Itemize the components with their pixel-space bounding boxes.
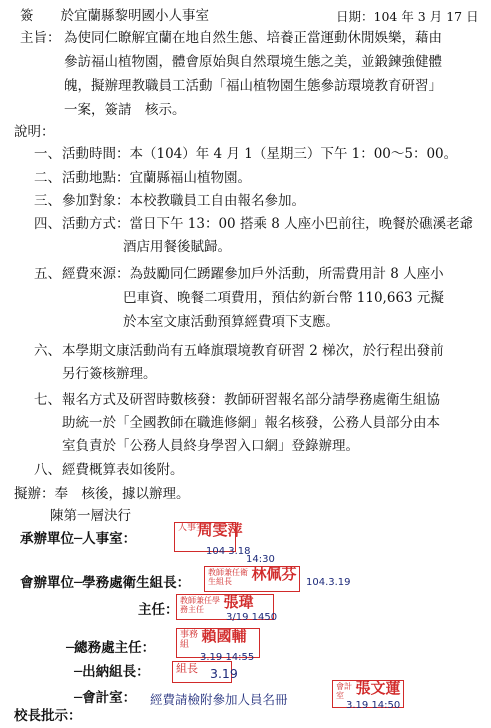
general-affairs-stamp-name: 賴國輔 — [201, 627, 247, 645]
handwritten-date: 104 3.18 — [206, 546, 251, 557]
personnel-stamp-name: 周雯萍 — [197, 521, 243, 539]
hygiene-stamp — [204, 566, 300, 592]
hygiene-stamp-title: 教師兼任衛生組長 — [208, 568, 248, 586]
item-line: 室負責於「公務人員終身學習入口網」登錄辦理。 — [62, 438, 359, 454]
handwritten-date: 104.3.19 — [306, 577, 351, 588]
handwritten-date: 3/19 1450 — [226, 612, 278, 623]
item-number: 六、 — [34, 343, 61, 359]
handwritten-date: 3.19 14:50 — [346, 700, 401, 711]
explanation-label: 說明： — [14, 124, 55, 140]
item-line: 助統一於「全國教師在職進修網」報名核發，公務人員部分由本 — [62, 415, 440, 431]
item-number: 八、 — [34, 462, 61, 478]
item-line: 於本室文康活動預算經費項下支應。 — [123, 314, 339, 330]
item-line: 經費來源：為鼓勵同仁踴躍參加戶外活動，所需費用計 8 人座小 — [62, 266, 444, 282]
accountant-stamp-name: 張文蓮 — [355, 679, 401, 697]
handwritten-date: 3.19 14:55 — [200, 652, 255, 663]
academic-stamp-title: 教師兼任學務主任 — [180, 596, 220, 614]
cashier-stamp-title: 組長 — [176, 662, 198, 675]
academic-stamp-name: 張瑋 — [223, 593, 254, 611]
handwritten-date: 3.19 — [210, 666, 238, 681]
memo-header: 簽 於宜蘭縣黎明國小人事室 — [20, 8, 209, 24]
accountant-label: ─會計室： — [74, 690, 137, 706]
accounting-note: 經費請檢附參加人員名冊 — [150, 692, 288, 707]
cashier-label: ─出納組長： — [74, 664, 150, 680]
item-line: 活動方式：當日下午 13：00 搭乘 8 人座小巴前往，晚餐於礁溪老爺 — [62, 216, 474, 232]
item-number: 五、 — [34, 266, 61, 282]
general-affairs-label: ─總務處主任： — [66, 640, 156, 656]
item-line: 活動地點：宜蘭縣福山植物園。 — [62, 170, 251, 186]
subject-line: 一案，簽請 核示。 — [64, 102, 186, 118]
item-number: 三、 — [34, 193, 61, 209]
hygiene-stamp-name: 林佩芬 — [251, 565, 297, 583]
principal-label: 校長批示： — [14, 708, 82, 724]
item-line: 另行簽核辦理。 — [62, 366, 157, 382]
item-line: 巴車資、晚餐二項費用，預估約新台幣 110,663 元擬 — [123, 290, 444, 306]
co-sponsor-label: 會辦單位─學務處衛生組長： — [20, 575, 191, 591]
decision-level: 陳第一層決行 — [50, 508, 131, 524]
item-number: 二、 — [34, 170, 61, 186]
item-line: 報名方式及研習時數核發：教師研習報名部分請學務處衛生組協 — [62, 392, 440, 408]
item-number: 七、 — [34, 392, 61, 408]
subject-line: 魄，擬辦理教職員工活動「福山植物園生態參訪環境教育研習」 — [64, 78, 442, 94]
item-line: 活動時間：本（104）年 4 月 1（星期三）下午 1：00～5：00。 — [62, 146, 458, 162]
subject-line: 為使同仁瞭解宜蘭在地自然生態、培養正當運動休閒娛樂，藉由 — [64, 30, 442, 46]
item-line: 本學期文康活動尚有五峰旗環境教育研習 2 梯次，於行程出發前 — [62, 343, 444, 359]
proposal-text: 擬辦：奉 核後，據以辦理。 — [14, 486, 190, 502]
item-number: 四、 — [34, 216, 61, 232]
subject-label: 主旨： — [20, 30, 61, 46]
item-line: 參加對象：本校教職員工自由報名參加。 — [62, 193, 305, 209]
item-line: 酒店用餐後賦歸。 — [123, 239, 231, 255]
personnel-stamp-org: 人事室 — [178, 523, 206, 533]
subject-line: 參訪福山植物園，體會原始與自然環境生態之美，並鍛鍊強健體 — [64, 54, 442, 70]
director-label: 主任： — [138, 602, 179, 618]
general-affairs-stamp-title: 事務組 — [180, 630, 199, 650]
item-line: 經費概算表如後附。 — [62, 462, 184, 478]
memo-date: 日期：104 年 3 月 17 日 — [336, 9, 479, 24]
sponsor-label: 承辦單位─人事室： — [20, 531, 137, 547]
accountant-stamp-title: 會計室 — [336, 682, 352, 700]
handwritten-time: 14:30 — [246, 554, 275, 565]
item-number: 一、 — [34, 146, 61, 162]
